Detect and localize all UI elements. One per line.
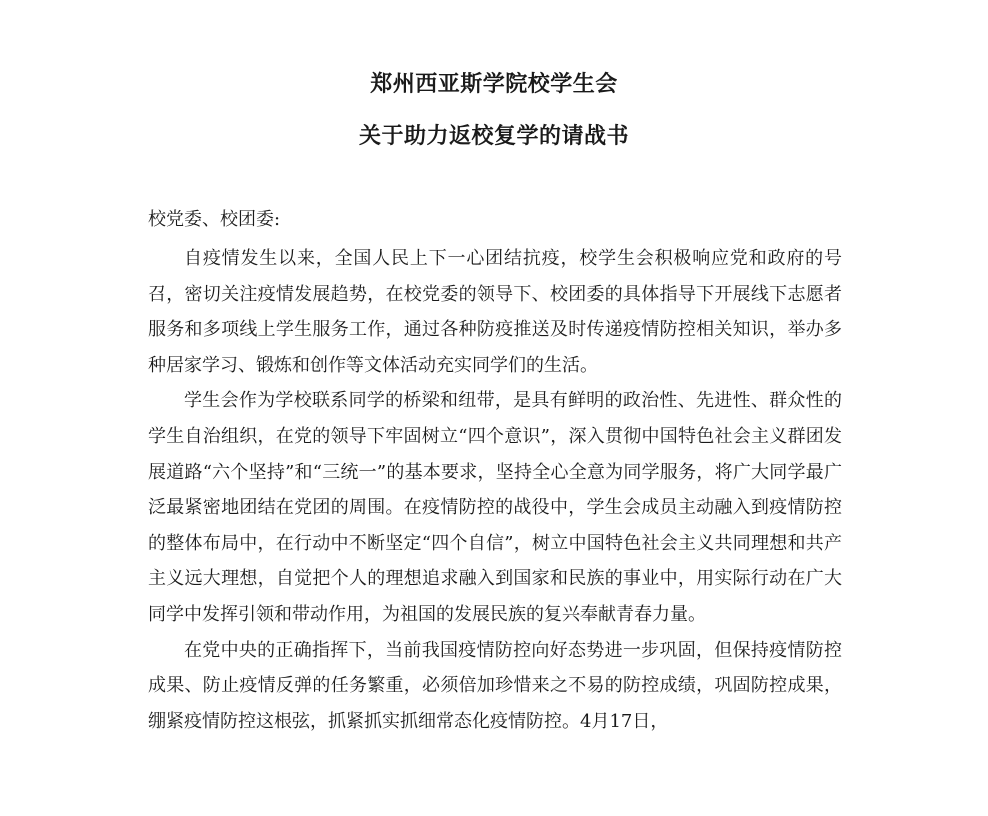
salutation: 校党委、校团委: <box>148 209 281 230</box>
document-title-line-1: 郑州西亚斯学院校学生会 <box>370 71 618 97</box>
document-title-line-2: 关于助力返校复学的请战书 <box>358 123 629 149</box>
paragraph-1: 自疫情发生以来，全国人民上下一心团结抗疫，校学生会积极响应党和政府的号召，密切关注疫情发展趋势，在校党委的领导下、校团委的具体指导下开展线下志愿者服务和多项线上学生服务工作，通过各种防疫推送及时传递疫情防控相关知识，举办多种居家学习、锻炼和创作等文体活动充实同学们的生活。 <box>148 248 842 376</box>
document-body <box>148 241 842 739</box>
paragraph-2: 学生会作为学校联系同学的桥梁和纽带，是具有鲜明的政治性、先进性、群众性的学生自治组织，在党的领导下牢固树立“四个意识”，深入贯彻中国特色社会主义群团发展道路“六个坚持”和“三统一”的基本要求，坚持全心全意为同学服务，将广大同学最广泛最紧密地团结在党团的周围。在疫情防控的战役中，学生会成员主动融入到疫情防控的整体布局中，在行动中不断坚定“四个自信”，树立中国特色社会主义共同理想和共产主义远大理想，自觉把个人的理想追求融入到国家和民族的事业中，用实际行动在广大同学中发挥引领和带动作用，为祖国的发展民族的复兴奉献青春力量。 <box>148 390 842 625</box>
paragraph-3: 在党中央的正确指挥下，当前我国疫情防控向好态势进一步巩固，但保持疫情防控成果、防止疫情反弹的任务繁重，必须倍加珍惜来之不易的防控成绩，巩固防控成果，绷紧疫情防控这根弦，抓紧抓实抓细常态化疫情防控。4月17日， <box>148 639 842 732</box>
